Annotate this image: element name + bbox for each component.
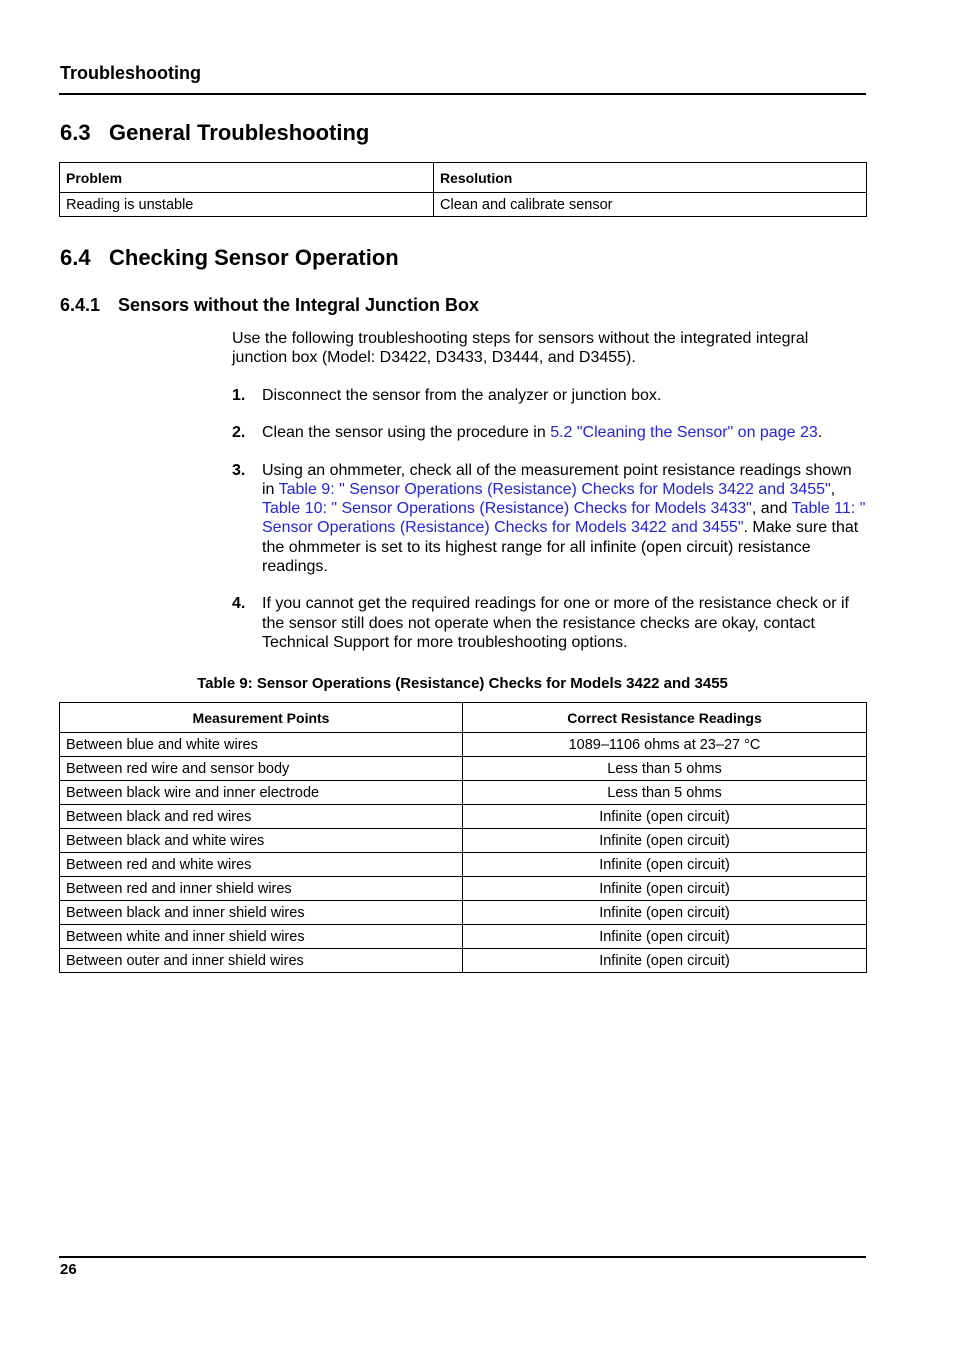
step-number: 3. xyxy=(232,461,246,479)
table-cell: Infinite (open circuit) xyxy=(463,949,867,973)
table-cell: Reading is unstable xyxy=(60,193,434,217)
table-cell: Between black and inner shield wires xyxy=(60,901,463,925)
section-number: 6.4 xyxy=(60,245,91,270)
table-row xyxy=(60,193,867,217)
table-10-link[interactable]: Table 10: " Sensor Operations (Resistance) Checks for Models 3433" xyxy=(262,500,752,518)
step-text: . Make sure that the ohmmeter is set to its highest range for all infinite (open circuit) resistance readings. xyxy=(262,519,859,576)
table-cell: Between blue and white wires xyxy=(60,733,463,757)
column-header: Correct Resistance Readings xyxy=(463,703,867,733)
intro-paragraph: Use the following troubleshooting steps for sensors without the integrated integral junction box (Model: D3422, D3433, D3444, and D3455). xyxy=(232,330,809,367)
table-cell: Between white and inner shield wires xyxy=(60,925,463,949)
table-cell: Between outer and inner shield wires xyxy=(60,949,463,973)
section-heading-6-4 xyxy=(60,245,399,271)
step-text: Disconnect the sensor from the analyzer or junction box. xyxy=(262,387,662,404)
table-9-link[interactable]: Table 9: " Sensor Operations (Resistance) Checks for Models 3422 and 3455" xyxy=(278,480,831,498)
step-item xyxy=(232,386,868,405)
table-row xyxy=(60,949,867,973)
step-number: 2. xyxy=(232,424,246,442)
step-text: , xyxy=(830,480,836,498)
step-text: If you cannot get the required readings for one or more of the resistance check or if the sensor still does not operate when the resistance checks are okay, contact Technical Support for more troubleshooting options. xyxy=(262,595,849,651)
subsection-number: 6.4.1 xyxy=(60,295,101,315)
step-number: 4. xyxy=(232,595,246,613)
step-text: Clean the sensor using the procedure in xyxy=(262,424,551,442)
section-title: General Troubleshooting xyxy=(109,120,370,145)
step-number: 1. xyxy=(232,387,246,404)
running-header: Troubleshooting xyxy=(60,63,201,83)
table-row xyxy=(60,925,867,949)
step-item xyxy=(232,594,868,652)
table-cell: Between black and red wires xyxy=(60,805,463,829)
table-row xyxy=(60,805,867,829)
table-cell: 1089–1106 ohms at 23–27 °C xyxy=(463,733,867,757)
table-cell: Between black wire and inner electrode xyxy=(60,781,463,805)
subsection-title: Sensors without the Integral Junction Box xyxy=(118,295,480,315)
table-row xyxy=(60,853,867,877)
column-header: Resolution xyxy=(434,163,867,193)
table-cell: Infinite (open circuit) xyxy=(463,877,867,901)
table-cell: Clean and calibrate sensor xyxy=(434,193,867,217)
step-item xyxy=(232,423,868,442)
header-rule xyxy=(59,93,866,95)
page-number: 26 xyxy=(60,1261,77,1278)
table-cell: Infinite (open circuit) xyxy=(463,829,867,853)
table-cell: Infinite (open circuit) xyxy=(463,805,867,829)
step-text: , and xyxy=(751,500,792,518)
table-cell: Infinite (open circuit) xyxy=(463,925,867,949)
table-cell: Between red and white wires xyxy=(60,853,463,877)
resistance-checks-table xyxy=(59,702,867,973)
table-caption: Table 9: Sensor Operations (Resistance) Checks for Models 3422 and 3455 xyxy=(197,675,728,692)
table-row xyxy=(60,877,867,901)
subsection-heading-6-4-1 xyxy=(60,295,479,316)
step-text: Using an ohmmeter, check all of the measurement point resistance readings shown in xyxy=(262,461,852,498)
table-row xyxy=(60,733,867,757)
section-title: Checking Sensor Operation xyxy=(109,245,399,270)
table-header-row xyxy=(60,163,867,193)
cleaning-sensor-link[interactable]: 5.2 "Cleaning the Sensor" on page 23 xyxy=(550,424,818,442)
table-cell: Less than 5 ohms xyxy=(463,781,867,805)
footer-rule xyxy=(59,1256,866,1258)
column-header: Measurement Points xyxy=(60,703,463,733)
table-row xyxy=(60,829,867,853)
table-row xyxy=(60,901,867,925)
table-cell: Between red and inner shield wires xyxy=(60,877,463,901)
table-11-link[interactable]: Table 11: " Sensor Operations (Resistance) Checks for Models 3422 and 3455" xyxy=(262,500,866,537)
step-text: . xyxy=(817,424,823,442)
table-header-row xyxy=(60,703,867,733)
table-cell: Infinite (open circuit) xyxy=(463,853,867,877)
section-number: 6.3 xyxy=(60,120,91,145)
general-troubleshooting-table xyxy=(59,162,867,217)
procedure-steps xyxy=(232,386,868,670)
table-row xyxy=(60,757,867,781)
column-header: Problem xyxy=(60,163,434,193)
table-row xyxy=(60,781,867,805)
step-item xyxy=(232,461,868,577)
table-cell: Between red wire and sensor body xyxy=(60,757,463,781)
table-cell: Infinite (open circuit) xyxy=(463,901,867,925)
table-cell: Less than 5 ohms xyxy=(463,757,867,781)
section-heading-6-3 xyxy=(60,120,369,146)
table-cell: Between black and white wires xyxy=(60,829,463,853)
